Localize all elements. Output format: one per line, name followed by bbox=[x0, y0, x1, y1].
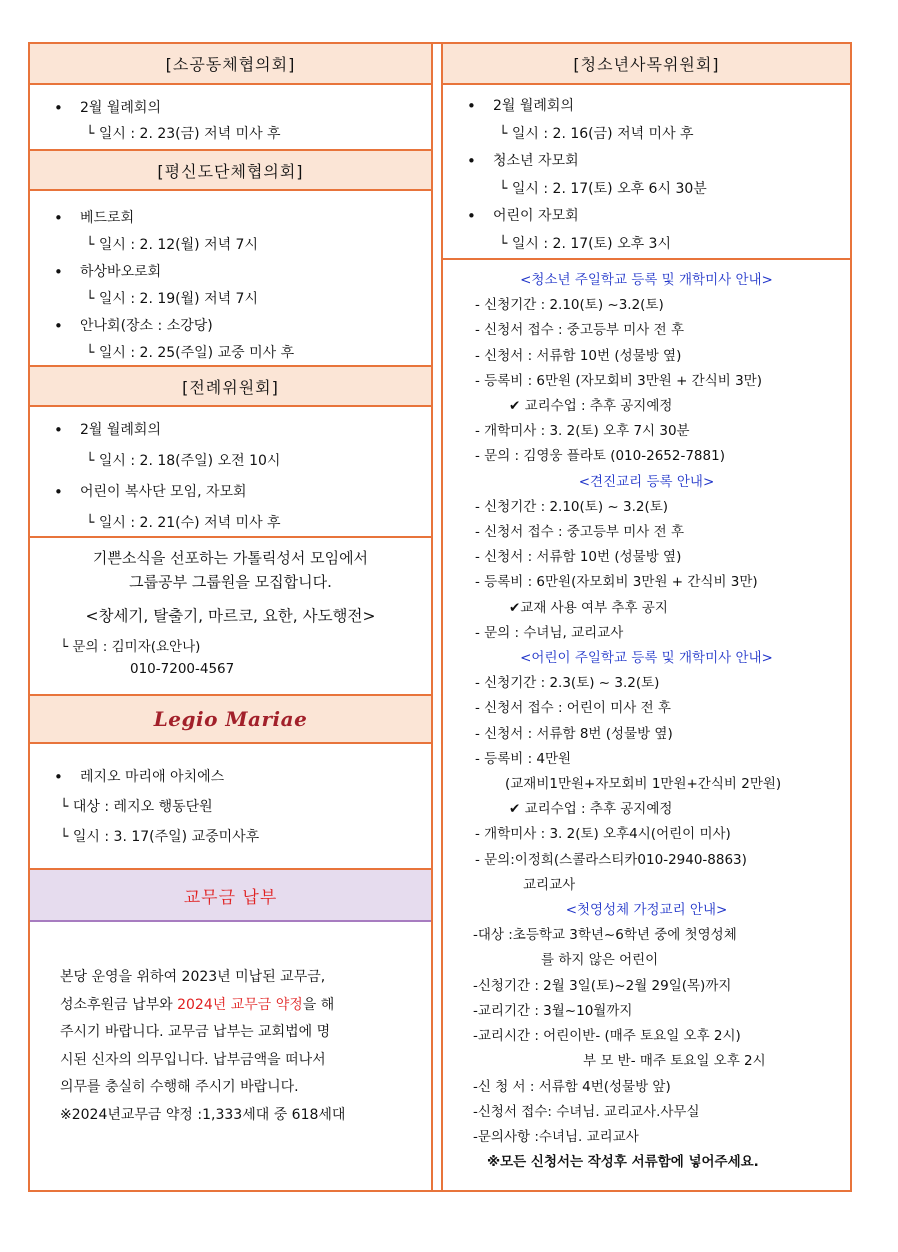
bible-line-1: 기쁜소식을 선포하는 가톨릭성서 모임에서 bbox=[92, 549, 369, 567]
gyomu-header: 교무금 납부 bbox=[30, 870, 431, 922]
info-line: -교리시간 : 어린이반- (매주 토요일 오후 2시) bbox=[473, 1028, 741, 1045]
bible-contact: └ 문의 : 김미자(요안나) bbox=[60, 639, 201, 655]
list-item-detail: └ 일시 : 2. 23(금) 저녁 미사 후 bbox=[86, 126, 281, 142]
info-line: - 문의 : 김영웅 플라토 (010-2652-7881) bbox=[475, 448, 725, 465]
list-item-detail: └ 일시 : 2. 18(주일) 오전 10시 bbox=[86, 453, 281, 469]
registration-section bbox=[443, 260, 850, 1175]
bible-books: <창세기, 탈출기, 마르코, 요한, 사도행전> bbox=[85, 607, 376, 625]
bible-line-2: 그룹공부 그룹원을 모집합니다. bbox=[129, 573, 332, 591]
list-item: • 안나회(장소 : 소강당) bbox=[30, 313, 431, 340]
info-line: - 신청서 접수 : 어린이 미사 전 후 bbox=[475, 700, 671, 717]
right-column bbox=[443, 44, 850, 1175]
info-line: ✔ 교리수업 : 추후 공지예정 bbox=[509, 801, 673, 818]
gyomu-line-2-pre: 성소후원금 납부와 bbox=[60, 996, 178, 1013]
list-item-detail: └ 일시 : 2. 25(주일) 교중 미사 후 bbox=[86, 345, 295, 361]
info-line: - 신청서 : 서류함 10번 (성물방 옆) bbox=[475, 549, 682, 566]
gyomu-line-4: 시된 신자의 의무입니다. 납부금액을 떠나서 bbox=[60, 1051, 326, 1068]
info-line: 를 하지 않은 어린이 bbox=[541, 952, 659, 969]
legio-section bbox=[30, 744, 431, 870]
bible-section bbox=[30, 538, 431, 696]
list-item: • 청소년 자모회 bbox=[443, 148, 850, 176]
children-school-title: <어린이 주일학교 등록 및 개학미사 안내> bbox=[520, 650, 773, 667]
list-item-detail: └ 일시 : 2. 12(월) 저녁 7시 bbox=[86, 237, 258, 253]
info-line: - 신청서 접수 : 중고등부 미사 전 후 bbox=[475, 322, 684, 339]
list-item-detail: └ 일시 : 2. 21(수) 저녁 미사 후 bbox=[86, 515, 281, 531]
list-item: • 2월 월례회의 bbox=[30, 95, 431, 121]
list-item-detail: └ 일시 : 2. 16(금) 저녁 미사 후 bbox=[499, 125, 694, 142]
gyomu-note: ※2024년교무금 약정 :1,333세대 중 618세대 bbox=[60, 1106, 346, 1123]
info-line: - 등록비 : 6만원(자모회비 3만원 + 간식비 3만) bbox=[475, 574, 758, 591]
youth-section bbox=[443, 85, 850, 260]
info-line: - 신청서 : 서류함 8번 (성물방 옆) bbox=[475, 725, 673, 742]
info-line: -문의사항 :수녀님. 교리교사 bbox=[473, 1128, 639, 1145]
info-line: (교재비1만원+자모회비 1만원+간식비 2만원) bbox=[505, 776, 782, 793]
sogong-section bbox=[30, 85, 431, 149]
info-line: -교리기간 : 3월~10월까지 bbox=[473, 1002, 633, 1019]
jeonrye-section bbox=[30, 407, 431, 538]
info-line: - 신청서 접수 : 중고등부 미사 전 후 bbox=[475, 524, 684, 541]
info-line: - 신청기간 : 2.10(토) ~3.2(토) bbox=[475, 297, 664, 314]
info-line: - 문의:이정희(스콜라스티카010-2940-8863) bbox=[475, 851, 747, 868]
list-item: • 베드로회 bbox=[30, 205, 431, 232]
sogong-header: [소공동체협의회] bbox=[30, 44, 431, 85]
confirmation-title: <견진교리 등록 안내> bbox=[578, 473, 715, 490]
info-line: - 신청서 : 서류함 10번 (성물방 옆) bbox=[475, 347, 682, 364]
info-line: - 개학미사 : 3. 2(토) 오후4시(어린이 미사) bbox=[475, 826, 731, 843]
first-communion-title: <첫영성체 가정교리 안내> bbox=[565, 902, 728, 919]
pyeongsin-section bbox=[30, 191, 431, 365]
info-line: -신청서 접수: 수녀님. 교리교사.사무실 bbox=[473, 1103, 700, 1120]
gyomu-section bbox=[30, 922, 431, 1129]
jeonrye-header: [전례위원회] bbox=[30, 365, 431, 407]
info-line: 부 모 반- 매주 토요일 오후 2시 bbox=[583, 1053, 766, 1070]
list-item: • 어린이 복사단 모임, 자모회 bbox=[30, 477, 431, 508]
list-item: • 어린이 자모회 bbox=[443, 203, 850, 231]
list-item-detail: └ 일시 : 2. 17(토) 오후 3시 bbox=[499, 235, 671, 252]
youth-school-title: <청소년 주일학교 등록 및 개학미사 안내> bbox=[520, 272, 773, 288]
list-item-detail: └ 일시 : 2. 19(월) 저녁 7시 bbox=[86, 291, 258, 307]
info-line: -신청기간 : 2월 3일(토)~2월 29일(목)까지 bbox=[473, 977, 732, 994]
info-line: - 등록비 : 6만원 (자모회비 3만원 + 간식비 3만) bbox=[475, 372, 762, 389]
gyomu-line-5: 의무를 충실히 수행해 주시기 바랍니다. bbox=[60, 1079, 299, 1095]
bible-phone: 010-7200-4567 bbox=[130, 661, 235, 677]
list-item: • 하상바오로회 bbox=[30, 259, 431, 286]
info-line: - 등록비 : 4만원 bbox=[475, 750, 572, 767]
gyomu-line-2-post: 을 해 bbox=[302, 996, 335, 1013]
left-column bbox=[30, 44, 431, 1129]
info-line: 교리교사 bbox=[523, 876, 576, 893]
submission-note: ※모든 신청서는 작성후 서류함에 넣어주세요. bbox=[487, 1154, 759, 1171]
list-item: • 2월 월례회의 bbox=[443, 93, 850, 121]
info-line: ✔ 교리수업 : 추후 공지예정 bbox=[509, 398, 673, 415]
gyomu-line-3: 주시기 바랍니다. 교무금 납부는 교회법에 명 bbox=[60, 1024, 331, 1040]
list-item-detail: └ 일시 : 2. 17(토) 오후 6시 30분 bbox=[499, 180, 707, 197]
gyomu-line-1: 본당 운영을 위하여 2023년 미납된 교무금, bbox=[60, 969, 326, 985]
info-line: - 신청기간 : 2.10(토) ~ 3.2(토) bbox=[475, 498, 669, 515]
info-line: ✔교재 사용 여부 추후 공지 bbox=[509, 599, 668, 616]
info-line: -신 청 서 : 서류함 4번(성물방 앞) bbox=[473, 1078, 671, 1095]
info-line: - 개학미사 : 3. 2(토) 오후 7시 30분 bbox=[475, 423, 690, 440]
info-line: - 문의 : 수녀님, 교리교사 bbox=[475, 624, 624, 641]
legio-target: └ 대상 : 레지오 행동단원 bbox=[60, 799, 213, 815]
pyeongsin-header: [평신도단체협의회] bbox=[30, 149, 431, 191]
column-divider bbox=[431, 42, 443, 1192]
youth-header: [청소년사목위원회] bbox=[443, 44, 850, 85]
info-line: -대상 :초등학교 3학년~6학년 중에 첫영성체 bbox=[473, 927, 737, 944]
gyomu-line-2 bbox=[60, 992, 405, 1020]
info-line: - 신청기간 : 2.3(토) ~ 3.2(토) bbox=[475, 675, 660, 692]
legio-date: └ 일시 : 3. 17(주일) 교중미사후 bbox=[60, 829, 260, 845]
list-item: • 2월 월례회의 bbox=[30, 415, 431, 446]
gyomu-pledge-highlight: 2024년 교무금 약정 bbox=[177, 996, 303, 1013]
list-item: • 레지오 마리애 아치에스 bbox=[30, 762, 431, 792]
legio-header: Legio Mariae bbox=[30, 696, 431, 744]
